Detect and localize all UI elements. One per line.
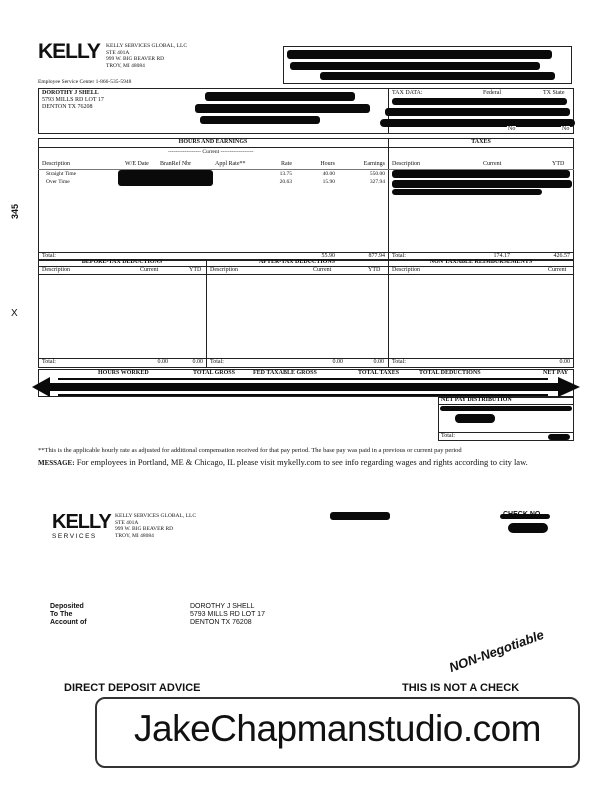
row-rate: 13.75	[279, 171, 292, 177]
redaction	[508, 523, 548, 533]
tax-data-no: No	[508, 126, 516, 132]
redaction	[385, 108, 570, 116]
col-hours: Hours	[320, 161, 335, 167]
hours-total-label: Total:	[42, 253, 56, 259]
before-col-current: Current	[140, 267, 159, 273]
before-total-ytd: 0.00	[192, 359, 203, 365]
taxes-title: TAXES	[471, 139, 491, 145]
redaction	[195, 104, 370, 113]
employee-city: DENTON TX 76208	[42, 104, 93, 110]
row-earnings: 550.00	[369, 171, 385, 177]
footnote: **This is the applicable hourly rate as adjusted for additional compensation received for that pay period. The base pay was paid in a previous or current pay period	[38, 447, 462, 454]
col-we-date: W/E Date	[125, 161, 149, 167]
row-description: Straight Time	[46, 171, 77, 177]
hours-title: HOURS AND EARNINGS	[178, 139, 248, 145]
watermark-text: JakeChapmanstudio.com	[134, 708, 541, 749]
after-tax-title: AFTER-TAX DEDUCTIONS	[258, 259, 336, 265]
redaction	[320, 72, 555, 80]
company-suite: STE 401A	[106, 49, 130, 56]
tax-data-federal: Federal	[483, 90, 501, 96]
nontax-col-description: Description	[392, 267, 420, 273]
before-tax-title: BEFORE-TAX DEDUCTIONS	[81, 259, 163, 265]
company-name: KELLY SERVICES GLOBAL, LLC	[106, 43, 187, 49]
tax-data-label: TAX DATA:	[392, 90, 423, 96]
redaction	[392, 180, 572, 188]
deposit-recipient	[190, 603, 265, 627]
before-total-current: 0.00	[157, 359, 168, 365]
before-col-ytd: YTD	[189, 267, 202, 273]
taxes-total-label: Total:	[392, 253, 406, 259]
company-street: 999 W. BIG BEAVER RD	[106, 56, 165, 62]
check-company-city: TROY, MI 48084	[115, 532, 154, 539]
earnings-box	[38, 138, 574, 260]
recipient-name: DOROTHY J SHELL	[190, 603, 255, 610]
check-logo-sub: SERVICES	[52, 533, 97, 540]
row-earnings: 327.94	[369, 179, 385, 185]
direct-deposit-advice: DIRECT DEPOSIT ADVICE	[64, 682, 201, 694]
row-hours: 40.00	[322, 171, 335, 177]
row-rate: 20.63	[279, 179, 292, 185]
net-pay-total-label: Total:	[441, 433, 455, 439]
deductions-box	[38, 260, 574, 368]
redaction	[330, 512, 390, 520]
non-taxable-title: NON TAXABLE REIMBURSEMENTS	[429, 259, 533, 265]
redaction	[392, 170, 570, 178]
check-company-name: KELLY SERVICES GLOBAL, LLC	[115, 513, 196, 519]
redaction	[392, 98, 567, 105]
company-city: TROY, MI 48084	[106, 62, 145, 69]
redaction	[200, 116, 320, 124]
taxes-total-ytd: 426.57	[553, 253, 570, 259]
summary-fed-taxable: FED TAXABLE GROSS	[253, 370, 317, 376]
tax-data-state: TX State	[543, 90, 565, 96]
taxes-total-current: 174.17	[493, 253, 510, 259]
after-col-ytd: YTD	[368, 267, 381, 273]
row-hours: 15.90	[322, 179, 335, 185]
redaction	[440, 406, 572, 411]
deposited-line-2: To The	[50, 611, 73, 618]
side-x: X	[11, 308, 18, 319]
tax-data-no-state: No	[562, 126, 570, 132]
redaction	[548, 434, 570, 440]
redaction	[290, 62, 540, 70]
col-rate: Rate	[281, 161, 292, 167]
redaction	[455, 414, 495, 423]
tax-col-current: Current	[483, 161, 502, 167]
service-center: Employee Service Center 1-866-535-5948	[38, 79, 132, 85]
employee-street: 5793 MILLS RD LOT 17	[42, 97, 104, 103]
redaction	[500, 514, 550, 519]
check-company-street: 999 W. BIG BEAVER RD	[115, 526, 174, 532]
earnings-total: 877.94	[368, 253, 385, 259]
deposited-to-label	[50, 603, 87, 627]
hours-total: 55.90	[321, 253, 335, 259]
after-total-ytd: 0.00	[373, 359, 384, 365]
tax-col-description: Description	[392, 161, 420, 167]
redaction	[380, 119, 575, 127]
summary-total-gross: TOTAL GROSS	[193, 370, 235, 376]
employee-name: DOROTHY J SHELL	[42, 90, 99, 96]
after-col-description: Description	[210, 267, 238, 273]
before-total-label: Total:	[42, 359, 56, 365]
company-address	[106, 43, 187, 69]
redaction	[118, 170, 213, 186]
summary-net-pay: NET PAY	[543, 370, 569, 376]
col-appl-rate: Appl Rate**	[215, 161, 246, 167]
nontax-total-label: Total:	[392, 359, 406, 365]
redaction	[287, 50, 552, 59]
recipient-city: DENTON TX 76208	[190, 619, 252, 626]
redaction	[205, 92, 355, 101]
col-description: Description	[42, 161, 70, 167]
current-label: ------------------ Current ------------------	[168, 149, 254, 155]
side-number: 345	[10, 203, 20, 219]
message-text: For employees in Portland, ME & Chicago, IL please visit mykelly.com to see info regarding wages and rights according to city law.	[76, 457, 528, 467]
net-pay-title: NET PAY DISTRIBUTION	[441, 397, 512, 403]
not-a-check: THIS IS NOT A CHECK	[402, 682, 520, 694]
before-col-description: Description	[42, 267, 70, 273]
summary-hours-worked: HOURS WORKED	[98, 370, 149, 376]
after-total-current: 0.00	[332, 359, 343, 365]
after-total-label: Total:	[210, 359, 224, 365]
recipient-street: 5793 MILLS RD LOT 17	[190, 611, 265, 618]
message-label: MESSAGE:	[38, 459, 75, 467]
row-description: Over Time	[46, 179, 70, 185]
nontax-col-current: Current	[548, 267, 567, 273]
message	[38, 457, 558, 468]
check-company-address	[115, 513, 196, 539]
tax-col-ytd: YTD	[552, 161, 565, 167]
company-logo: KELLY	[38, 40, 100, 63]
check-logo: KELLY	[52, 511, 111, 533]
deposited-line-1: Deposited	[50, 603, 84, 610]
deposited-line-3: Account of	[50, 619, 87, 626]
summary-total-deductions: TOTAL DEDUCTIONS	[419, 370, 481, 376]
col-earnings: Earnings	[363, 161, 385, 167]
summary-total-taxes: TOTAL TAXES	[358, 370, 400, 376]
redaction	[392, 189, 542, 195]
after-col-current: Current	[313, 267, 332, 273]
nontax-total-current: 0.00	[559, 359, 570, 365]
col-branref: BranRef Nbr	[160, 161, 192, 167]
check-company-suite: STE 401A	[115, 519, 139, 526]
non-negotiable-stamp: NON-Negotiable	[447, 626, 546, 676]
